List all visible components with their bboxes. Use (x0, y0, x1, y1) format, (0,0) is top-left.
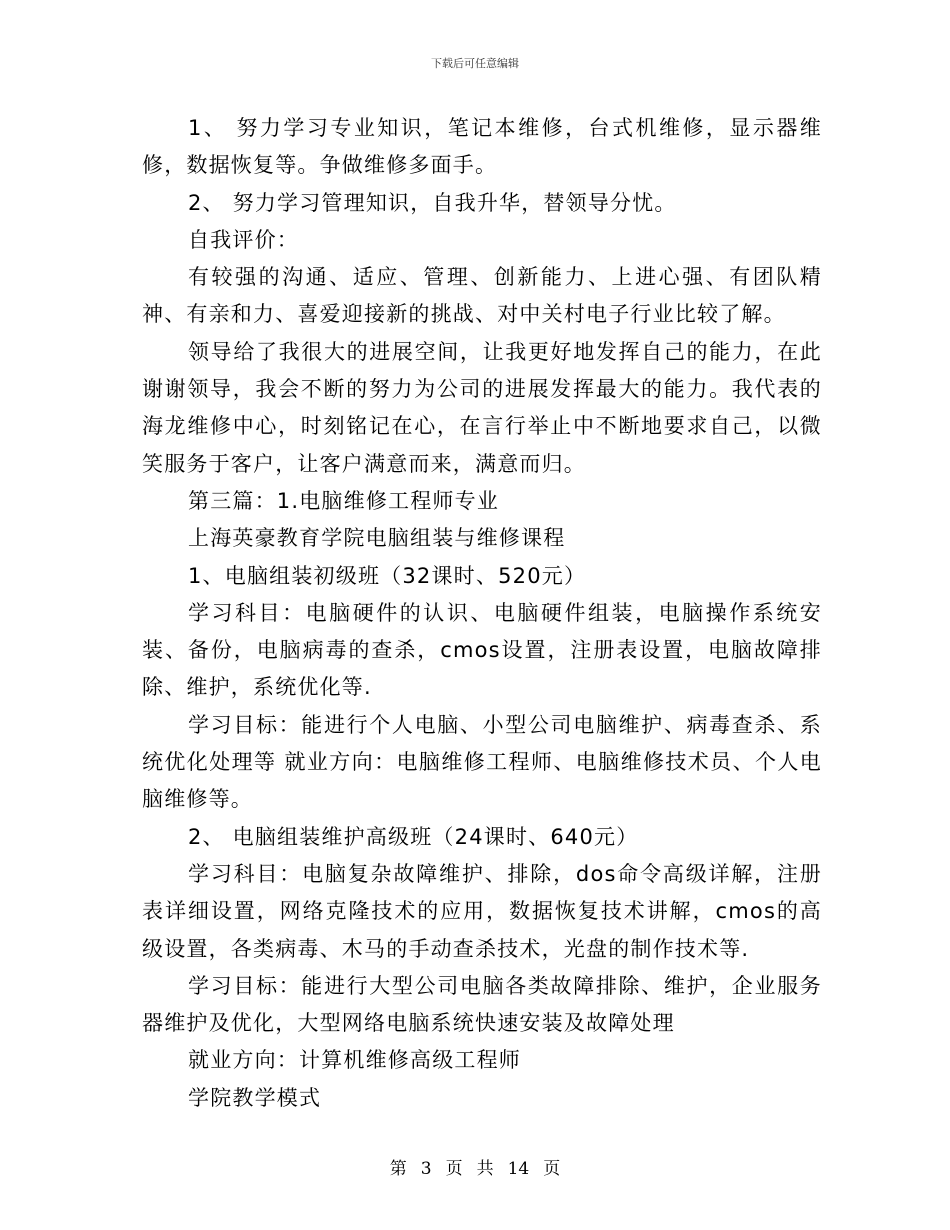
paragraph: 自我评价： (188, 227, 299, 252)
course-title: 上海英豪教育学院电脑组装与维修课程 (188, 526, 566, 551)
footer-di: 第 (389, 1159, 407, 1179)
document-body (142, 110, 822, 1117)
paragraph: 有较强的沟通、适应、管理、创新能力、上进心强、有团队精神、有亲和力、喜爱迎接新的挑战、对中关村电子行业比较了解。 (142, 265, 822, 327)
paragraph: 1、 努力学习专业知识，笔记本维修，台式机维修，显示器维修，数据恢复等。争做维修多面手。 (142, 116, 822, 178)
page-number-footer (0, 1154, 950, 1179)
current-page-number: 3 (420, 1159, 432, 1179)
footer-ye: 页 (445, 1159, 463, 1179)
paragraph: 领导给了我很大的进展空间，让我更好地发挥自己的能力，在此谢谢领导，我会不断的努力为公司的进展发挥最大的能力。我代表的海龙维修中心，时刻铭记在心，在言行举止中不断地要求自己，以微笑服务于客户，让客户满意而来，满意而归。 (142, 339, 822, 476)
footer-ye: 页 (543, 1159, 561, 1179)
section-heading: 第三篇：1.电脑维修工程师专业 (188, 488, 500, 513)
course-level: 2、 电脑组装维护高级班（24课时、640元） (188, 824, 639, 849)
paragraph: 学习目标：能进行大型公司电脑各类故障排除、维护，企业服务器维护及优化，大型网络电脑系统快速安装及故障处理 (142, 973, 822, 1036)
paragraph: 学习科目：电脑复杂故障维护、排除，dos命令高级详解，注册表详细设置，网络克隆技术的应用，数据恢复技术讲解，cmos的高级设置，各类病毒、木马的手动查杀技术，光盘的制作技术等. (142, 861, 822, 961)
paragraph: 学习目标：能进行个人电脑、小型公司电脑维护、病毒查杀、系统优化处理等 就业方向：电脑维修工程师、电脑维修技术员、个人电脑维修等。 (142, 712, 822, 812)
paragraph: 就业方向：计算机维修高级工程师 (188, 1048, 521, 1073)
total-page-count: 14 (507, 1159, 530, 1179)
paragraph: 学院教学模式 (188, 1085, 322, 1110)
paragraph: 学习科目：电脑硬件的认识、电脑硬件组装，电脑操作系统安装、备份，电脑病毒的查杀，cmos设置，注册表设置，电脑故障排除、维护，系统优化等. (142, 600, 822, 700)
paragraph: 2、 努力学习管理知识，自我升华，替领导分忧。 (188, 190, 677, 215)
course-level: 1、电脑组装初级班（32课时、520元） (188, 563, 587, 588)
header-note: 下载后可任意编辑 (431, 57, 519, 70)
footer-gong: 共 (476, 1159, 494, 1179)
